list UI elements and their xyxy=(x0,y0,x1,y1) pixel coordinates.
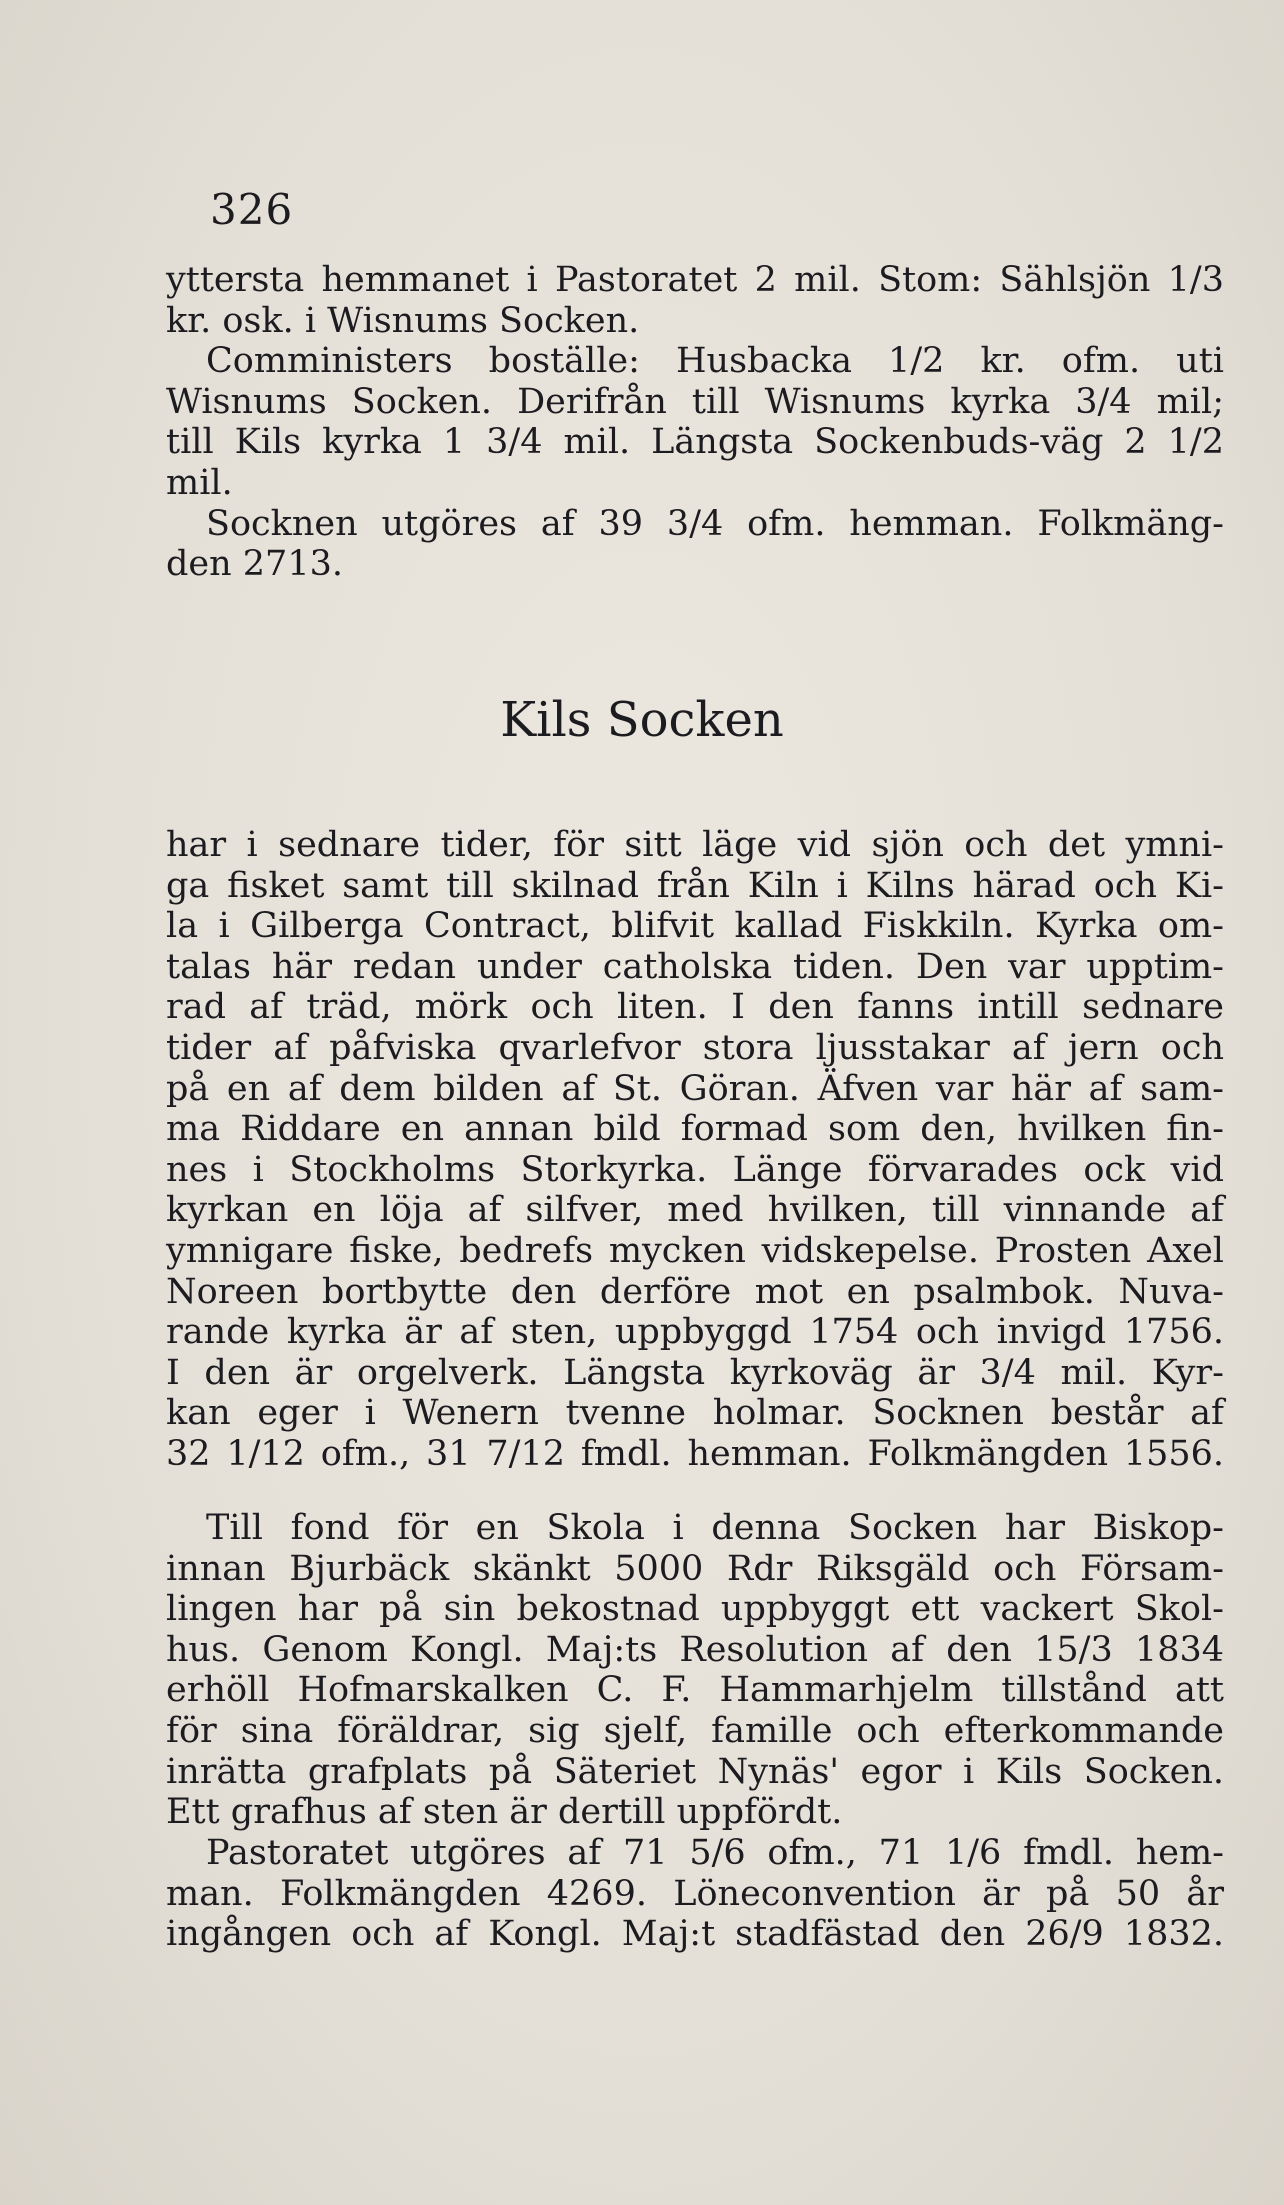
text-line: Ett grafhus af sten är dertill uppfördt. xyxy=(166,1792,843,1833)
text-line: 32 1/12 ofm., 31 7/12 fmdl. hemman. Folkmängden 1556. xyxy=(166,1433,1224,1474)
text-line: kan eger i Wenern tvenne holmar. Socknen består af xyxy=(166,1393,1224,1434)
text-line: kyrkan en löja af silfver, med hvilken, till vinnande af xyxy=(166,1190,1224,1231)
text-line: Noreen bortbytte den derföre mot en psalmbok. Nuva- xyxy=(166,1271,1224,1312)
text-line: lingen har på sin bekostnad uppbyggt ett vackert Skol- xyxy=(166,1589,1224,1630)
text-line: Wisnums Socken. Derifrån till Wisnums kyrka 3/4 mil; xyxy=(166,381,1224,422)
text-line: I den är orgelverk. Längsta kyrkoväg är 3/4 mil. Kyr- xyxy=(166,1352,1224,1393)
text-line: på en af dem bilden af St. Göran. Äfven var här af sam- xyxy=(166,1068,1224,1109)
text-line: rad af träd, mörk och liten. I den fanns intill sednare xyxy=(166,987,1224,1028)
text-line: för sina föräldrar, sig sjelf, famille och efterkommande xyxy=(166,1710,1224,1751)
text-line: erhöll Hofmarskalken C. F. Hammarhjelm tillstånd att xyxy=(166,1670,1224,1711)
text-line: Socknen utgöres af 39 3/4 ofm. hemman. Folkmäng- xyxy=(206,503,1224,544)
section-paragraph xyxy=(166,1508,1224,1833)
text-line: ga fisket samt till skilnad från Kiln i Kilns härad och Ki- xyxy=(166,865,1224,906)
text-line: har i sednare tider, för sitt läge vid sjön och det ymni- xyxy=(166,825,1224,865)
text-line: rande kyrka är af sten, uppbyggd 1754 och invigd 1756. xyxy=(166,1312,1224,1353)
text-line: mil. xyxy=(166,462,233,503)
text-line: tider af påfviska qvarlefvor stora ljusstakar af jern och xyxy=(166,1027,1224,1068)
text-line: talas här redan under catholska tiden. Den var upptim- xyxy=(166,946,1224,987)
text-line: ma Riddare en annan bild formad som den, hvilken fin- xyxy=(166,1109,1224,1150)
text-line: hus. Genom Kongl. Maj:ts Resolution af den 15/3 1834 xyxy=(166,1629,1224,1670)
section-paragraph xyxy=(166,825,1224,1475)
page-number: 326 xyxy=(210,185,294,234)
text-line: kr. osk. i Wisnums Socken. xyxy=(166,300,640,341)
text-line: yttersta hemmanet i Pastoratet 2 mil. Stom: Sählsjön 1/3 xyxy=(166,260,1224,300)
section-heading: Kils Socken xyxy=(500,692,784,748)
previous-section-text xyxy=(166,260,1224,585)
section-paragraph xyxy=(166,1833,1224,1955)
text-line: den 2713. xyxy=(166,544,343,585)
text-line: Till fond för en Skola i denna Socken har Biskop- xyxy=(206,1508,1224,1548)
text-line: nes i Stockholms Storkyrka. Länge förvarades ock vid xyxy=(166,1149,1224,1190)
text-line: innan Bjurbäck skänkt 5000 Rdr Riksgäld och Försam- xyxy=(166,1548,1224,1589)
text-line: inrätta grafplats på Säteriet Nynäs' egor i Kils Socken. xyxy=(166,1751,1224,1792)
text-line: man. Folkmängden 4269. Löneconvention är på 50 år xyxy=(166,1873,1224,1914)
text-line: Comministers boställe: Husbacka 1/2 kr. ofm. uti xyxy=(206,341,1224,382)
text-line: la i Gilberga Contract, blifvit kallad Fiskkiln. Kyrka om- xyxy=(166,906,1224,947)
text-line: ingången och af Kongl. Maj:t stadfästad den 26/9 1832. xyxy=(166,1914,1224,1955)
text-line: ymnigare fiske, bedrefs mycken vidskepelse. Prosten Axel xyxy=(166,1230,1224,1271)
text-line: Pastoratet utgöres af 71 5/6 ofm., 71 1/6 fmdl. hem- xyxy=(206,1833,1224,1873)
text-line: till Kils kyrka 1 3/4 mil. Längsta Sockenbuds-väg 2 1/2 xyxy=(166,422,1224,463)
